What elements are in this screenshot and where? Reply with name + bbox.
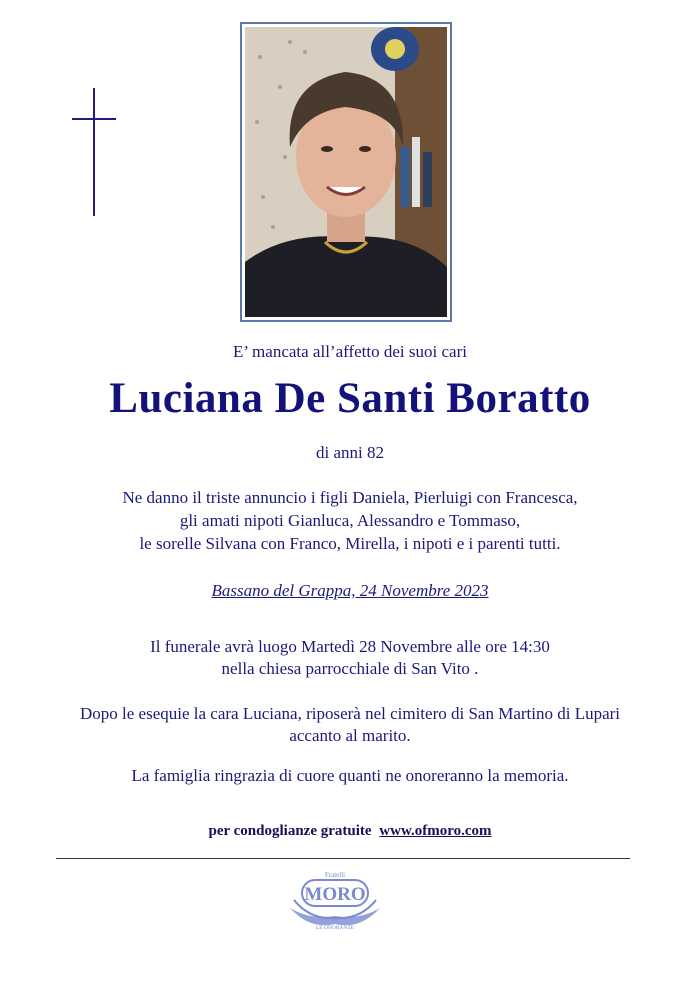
- condolences: [0, 823, 700, 840]
- announcement-line: gli amati nipoti Gianluca, Alessandro e Tommaso,: [179, 511, 521, 530]
- deceased-name: Luciana De Santi Boratto: [109, 375, 591, 422]
- burial-line: accanto al marito.: [289, 726, 411, 745]
- funeral-info: [0, 636, 700, 680]
- place-date-text: Bassano del Grappa, 24 Novembre 2023: [211, 581, 489, 600]
- burial-line: Dopo le esequie la cara Luciana, riposerà nel cimitero di San Martino di Lupari: [79, 704, 621, 723]
- svg-text:LE ONORANZE: LE ONORANZE: [315, 925, 355, 930]
- funeral-line: nella chiesa parrocchiale di San Vito .: [221, 659, 479, 678]
- thanks-text: La famiglia ringrazia di cuore quanti ne onoreranno la memoria.: [131, 766, 569, 785]
- cross-icon: [72, 88, 116, 216]
- place-date: [0, 581, 700, 601]
- funeral-line: Il funerale avrà luogo Martedì 28 Novembre alle ore 14:30: [150, 637, 550, 656]
- portrait-photo: [240, 22, 452, 322]
- intro-text: E’ mancata all’affetto dei suoi cari: [233, 342, 467, 361]
- svg-text:MORO: MORO: [304, 884, 366, 905]
- divider: [56, 858, 630, 859]
- moro-logo: [280, 868, 390, 930]
- age-text: di anni 82: [316, 443, 384, 462]
- announcement: [0, 486, 700, 555]
- condolences-link[interactable]: www.ofmoro.com: [379, 823, 492, 839]
- condolences-label: per condoglianze gratuite: [208, 823, 372, 839]
- svg-text:Fratelli: Fratelli: [324, 871, 346, 879]
- announcement-line: le sorelle Silvana con Franco, Mirella, i nipoti e i parenti tutti.: [139, 534, 561, 553]
- burial-info: [0, 703, 700, 747]
- announcement-line: Ne danno il triste annuncio i figli Daniela, Pierluigi con Francesca,: [122, 488, 578, 507]
